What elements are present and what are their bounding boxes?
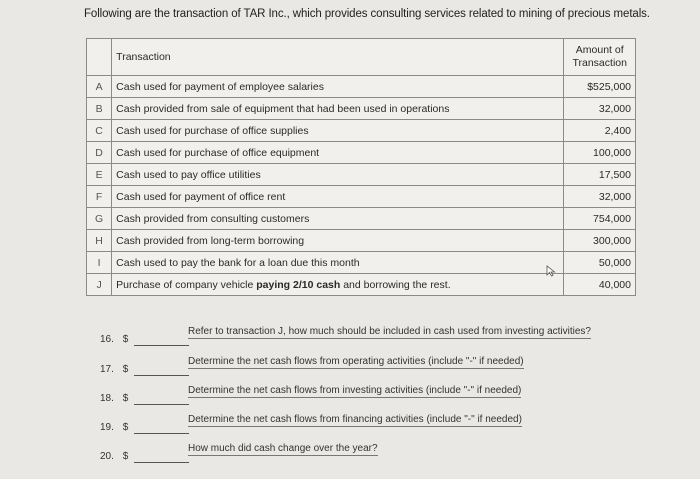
row-description: Cash used for payment of office rent (112, 186, 564, 208)
row-desc-part: and borrowing the rest. (340, 278, 451, 291)
row-desc-part: Purchase of company vehicle (116, 278, 257, 291)
question-number: 17. (100, 364, 114, 375)
table-row (87, 164, 636, 186)
row-amount: 32,000 (564, 186, 636, 208)
dollar-prefix: $ (122, 422, 129, 433)
row-desc-bold: paying 2/10 cash (256, 278, 341, 291)
row-description: Cash used for purchase of office equipment (112, 142, 564, 164)
row-letter: G (87, 208, 112, 230)
question-number: 16. (100, 334, 114, 345)
header-transaction: Transaction (112, 39, 564, 76)
question-number: 19. (100, 422, 114, 433)
row-description: Cash provided from consulting customers (112, 208, 564, 230)
answer-blank[interactable] (134, 404, 189, 405)
row-letter: D (87, 142, 112, 164)
row-amount: 40,000 (564, 274, 636, 296)
question-17-answer[interactable] (100, 364, 128, 375)
question-19-text (188, 414, 522, 425)
question-underline (188, 426, 522, 427)
table-row (87, 208, 636, 230)
row-description: Cash provided from long-term borrowing (112, 230, 564, 252)
question-16-answer[interactable] (100, 334, 128, 345)
intro-text: Following are the transaction of TAR Inc., which provides consulting services related to mining of precious metals. (84, 8, 650, 20)
answer-blank[interactable] (134, 345, 189, 346)
question-text: Determine the net cash flows from investing activities (include "-" if needed) (188, 385, 522, 396)
table-row (87, 98, 636, 120)
dollar-prefix: $ (122, 334, 129, 345)
table-row (87, 76, 636, 98)
transactions-table (86, 38, 636, 296)
question-19-answer[interactable] (100, 422, 128, 433)
question-underline (188, 368, 524, 369)
row-description: Cash used for payment of employee salaries (112, 76, 564, 98)
row-amount: 2,400 (564, 120, 636, 142)
answer-blank[interactable] (134, 462, 189, 463)
header-letter-cell (87, 39, 112, 76)
answer-blank[interactable] (134, 375, 189, 376)
row-letter: F (87, 186, 112, 208)
table-row (87, 186, 636, 208)
question-18-text (188, 385, 521, 396)
answer-blank[interactable] (134, 433, 189, 434)
dollar-prefix: $ (122, 451, 129, 462)
table-row (87, 230, 636, 252)
question-20-text (188, 443, 378, 454)
row-amount: 32,000 (564, 98, 636, 120)
row-description: Cash used to pay the bank for a loan due this month (112, 252, 564, 274)
question-20-answer[interactable] (100, 451, 128, 462)
row-letter: E (87, 164, 112, 186)
cursor-icon (546, 265, 556, 277)
row-letter: I (87, 252, 112, 274)
row-description: Cash used to pay office utilities (112, 164, 564, 186)
question-16-text (188, 326, 591, 337)
row-amount: 300,000 (564, 230, 636, 252)
row-amount: $525,000 (564, 76, 636, 98)
row-letter: H (87, 230, 112, 252)
row-description (112, 274, 564, 296)
row-letter: C (87, 120, 112, 142)
question-text: How much did cash change over the year? (188, 443, 378, 454)
question-text: Determine the net cash flows from operating activities (include "-" if needed) (188, 356, 524, 367)
question-underline (188, 338, 591, 339)
question-text: Determine the net cash flows from financing activities (include "-" if needed) (188, 414, 522, 425)
row-amount: 17,500 (564, 164, 636, 186)
question-number: 20. (100, 451, 114, 462)
question-number: 18. (100, 393, 114, 404)
row-letter: B (87, 98, 112, 120)
question-18-answer[interactable] (100, 393, 128, 404)
row-amount: 50,000 (564, 252, 636, 274)
question-underline (188, 455, 378, 456)
row-description: Cash used for purchase of office supplies (112, 120, 564, 142)
row-description: Cash provided from sale of equipment that had been used in operations (112, 98, 564, 120)
header-amount-line2: Transaction (572, 57, 627, 69)
header-amount (564, 39, 636, 76)
header-amount-line1: Amount of (575, 44, 624, 56)
table-header-row (87, 39, 636, 76)
question-text: Refer to transaction J, how much should be included in cash used from investing activities? (188, 326, 591, 337)
row-amount: 100,000 (564, 142, 636, 164)
dollar-prefix: $ (122, 393, 129, 404)
row-amount: 754,000 (564, 208, 636, 230)
table-row (87, 120, 636, 142)
question-underline (188, 397, 521, 398)
dollar-prefix: $ (122, 364, 129, 375)
row-letter: J (87, 274, 112, 296)
table-row (87, 142, 636, 164)
row-letter: A (87, 76, 112, 98)
question-17-text (188, 356, 524, 367)
